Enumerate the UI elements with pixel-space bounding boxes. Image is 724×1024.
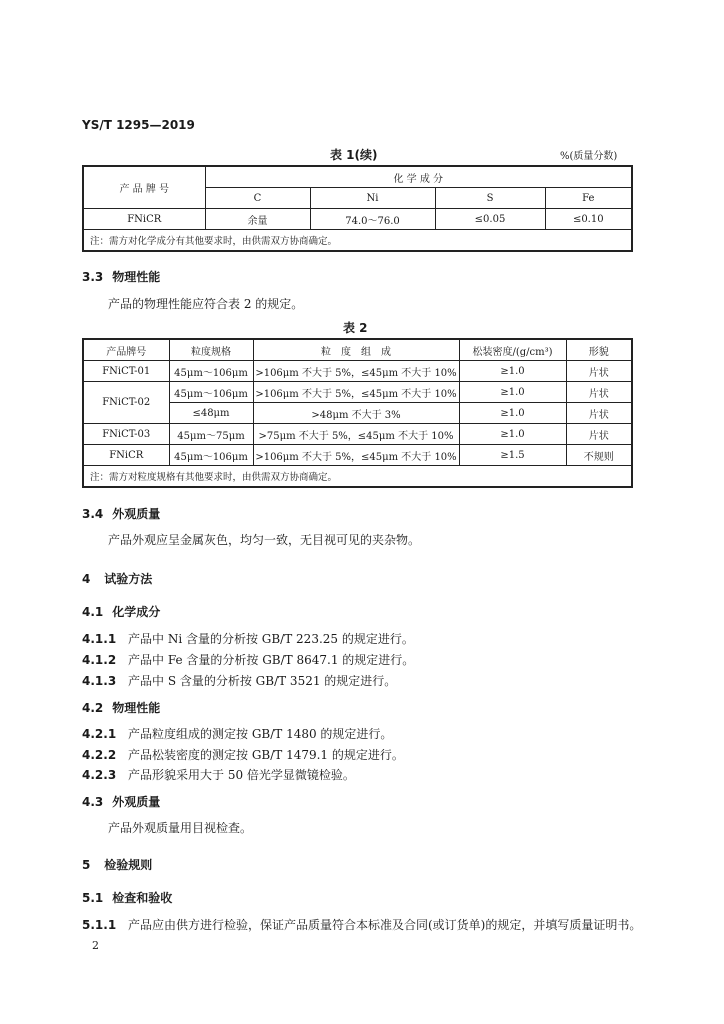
clause-number: 4.1.2 (82, 653, 117, 667)
clause-number: 5.1.1 (82, 918, 117, 932)
table-cell: >106μm 不大于 5%，≤45μm 不大于 10% (253, 445, 459, 466)
section-number: 3.3 (82, 270, 104, 284)
table1-unit: %(质量分数) (560, 151, 618, 162)
clause-text: 产品中 Fe 含量的分析按 GB/T 8647.1 的规定进行。 (128, 653, 415, 667)
table1-header-element: Ni (310, 188, 435, 209)
table-cell: FNiCT-02 (83, 382, 169, 424)
table2-header: 粒度规格 (169, 339, 253, 361)
table-cell: ≤48μm (169, 403, 253, 424)
clause (82, 746, 404, 763)
table1-caption: 表 1(续) (330, 148, 378, 162)
table-cell: 余量 (205, 209, 310, 230)
section-heading (82, 699, 160, 716)
table-cell: ≥1.0 (459, 403, 566, 424)
section-number: 4.2 (82, 701, 104, 715)
table-row (83, 361, 632, 382)
table1-header-element: C (205, 188, 310, 209)
table-cell: ≤0.05 (435, 209, 545, 230)
section-title: 物理性能 (112, 270, 161, 284)
table-cell: 片状 (566, 403, 632, 424)
clause-number: 4.2.2 (82, 748, 117, 762)
clause-text: 产品粒度组成的测定按 GB/T 1480 的规定进行。 (128, 727, 393, 741)
table-row (83, 382, 632, 403)
paragraph: 产品外观质量用目视检查。 (108, 821, 253, 835)
table-cell: ≥1.0 (459, 382, 566, 403)
table1-header-element: Fe (545, 188, 632, 209)
section-heading (82, 603, 160, 620)
clause-text: 产品中 S 含量的分析按 GB/T 3521 的规定进行。 (128, 674, 397, 688)
section-heading (82, 268, 160, 285)
section-heading (82, 793, 160, 810)
section-title: 检查和验收 (112, 891, 173, 905)
section-heading (82, 889, 172, 906)
section-number: 5.1 (82, 891, 104, 905)
clause-text: 产品应由供方进行检验，保证产品质量符合本标准及合同(或订货单)的规定，并填写质量证明书。 (128, 918, 642, 932)
clause-number: 4.1.1 (82, 632, 117, 646)
table-cell: ≤0.10 (545, 209, 632, 230)
table-row (83, 209, 632, 230)
section-number: 4.3 (82, 795, 104, 809)
table2-header: 粒 度 组 成 (253, 339, 459, 361)
table-cell: FNiCR (83, 209, 205, 230)
clause-number: 4.2.3 (82, 768, 117, 782)
table2-note: 注：需方对粒度规格有其他要求时，由供需双方协商确定。 (83, 466, 632, 488)
table-cell: 45μm～75μm (169, 424, 253, 445)
clause (82, 725, 392, 742)
table-cell: 片状 (566, 424, 632, 445)
clause-number: 4.2.1 (82, 727, 117, 741)
table1 (82, 165, 633, 252)
clause-text: 产品松装密度的测定按 GB/T 1479.1 的规定进行。 (128, 748, 404, 762)
section-title: 检验规则 (104, 858, 153, 872)
table2-caption: 表 2 (343, 321, 368, 335)
table-cell: >48μm 不大于 3% (253, 403, 459, 424)
table2 (82, 338, 633, 488)
section-title: 试验方法 (104, 572, 153, 586)
clause-text: 产品形貌采用大于 50 倍光学显微镜检验。 (128, 768, 355, 782)
section-title: 化学成分 (112, 605, 161, 619)
table-cell: 不规则 (566, 445, 632, 466)
section-title: 外观质量 (112, 507, 161, 521)
table1-header-group: 化 学 成 分 (205, 166, 632, 188)
section-heading (82, 856, 152, 873)
table-cell: FNiCT-03 (83, 424, 169, 445)
standard-header: YS/T 1295—2019 (82, 118, 195, 132)
clause (82, 916, 641, 933)
table-cell: 片状 (566, 361, 632, 382)
page-number: 2 (92, 939, 99, 952)
section-number: 3.4 (82, 507, 104, 521)
section-number: 4 (82, 572, 91, 586)
table-cell: FNiCT-01 (83, 361, 169, 382)
section-title: 物理性能 (112, 701, 161, 715)
clause-text: 产品中 Ni 含量的分析按 GB/T 223.25 的规定进行。 (128, 632, 414, 646)
table-cell: >106μm 不大于 5%，≤45μm 不大于 10% (253, 361, 459, 382)
table-cell: FNiCR (83, 445, 169, 466)
section-number: 4.1 (82, 605, 104, 619)
clause (82, 672, 396, 689)
table-cell: 74.0～76.0 (310, 209, 435, 230)
table2-header: 形貌 (566, 339, 632, 361)
section-title: 外观质量 (112, 795, 161, 809)
table-cell: >75μm 不大于 5%，≤45μm 不大于 10% (253, 424, 459, 445)
table1-note: 注：需方对化学成分有其他要求时，由供需双方协商确定。 (83, 230, 632, 252)
table-cell: 片状 (566, 382, 632, 403)
table-cell: ≥1.0 (459, 424, 566, 445)
clause-number: 4.1.3 (82, 674, 117, 688)
table-cell: ≥1.0 (459, 361, 566, 382)
table2-header: 松装密度/(g/cm³) (459, 339, 566, 361)
table-cell: >106μm 不大于 5%，≤45μm 不大于 10% (253, 382, 459, 403)
table-row (83, 424, 632, 445)
table-cell: 45μm～106μm (169, 382, 253, 403)
clause (82, 651, 414, 668)
table-cell: 45μm～106μm (169, 361, 253, 382)
table-cell: ≥1.5 (459, 445, 566, 466)
table-cell: 45μm～106μm (169, 445, 253, 466)
paragraph: 产品外观应呈金属灰色，均匀一致，无目视可见的夹杂物。 (108, 533, 421, 547)
table1-header-product: 产 品 牌 号 (83, 166, 205, 209)
section-number: 5 (82, 858, 91, 872)
paragraph: 产品的物理性能应符合表 2 的规定。 (108, 297, 304, 311)
table-row (83, 445, 632, 466)
section-heading (82, 505, 160, 522)
table2-header: 产品牌号 (83, 339, 169, 361)
clause (82, 630, 414, 647)
section-heading (82, 570, 152, 587)
table1-header-element: S (435, 188, 545, 209)
clause (82, 766, 355, 783)
